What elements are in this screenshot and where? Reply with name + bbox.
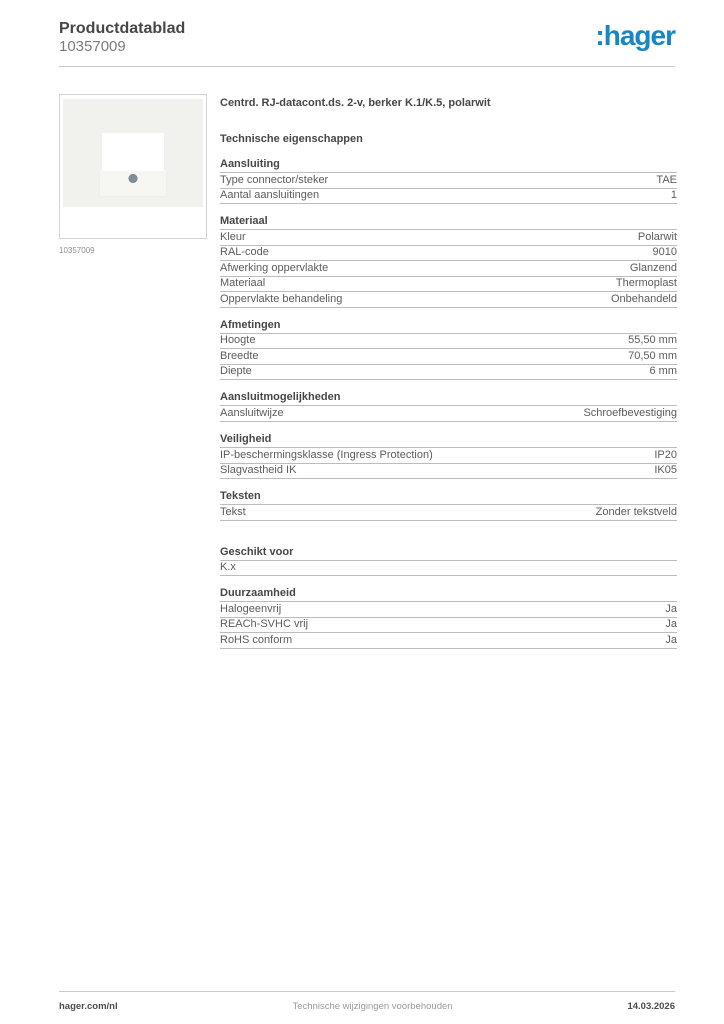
page-header [59,20,675,67]
spec-section [220,319,677,381]
section-title: Teksten [220,490,677,505]
spec-value: TAE [656,173,677,186]
spec-label: REACh-SVHC vrij [220,618,309,631]
spec-value: IK05 [654,464,677,477]
spec-row [220,246,677,262]
spec-label: Type connector/steker [220,173,329,186]
spec-value: 55,50 mm [628,334,677,347]
spec-section [220,433,677,479]
spec-row [220,277,677,293]
spec-label: IP-beschermingsklasse (Ingress Protection) [220,448,433,461]
product-number: 10357009 [59,38,126,56]
hager-logo: :hager [595,20,675,51]
footer-disclaimer: Technische wijzigingen voorbehouden [292,1001,453,1012]
section-rows [220,230,677,308]
section-rows [220,448,677,479]
spec-section [220,490,677,521]
main-content [59,94,677,660]
spec-label: Diepte [220,365,252,378]
spec-value: Ja [665,633,677,646]
spec-label: Breedte [220,349,259,362]
spec-value: Onbehandeld [610,292,677,305]
spec-value: Ja [665,602,677,615]
spec-sections [220,158,677,649]
document-title: Productdatablad [59,20,186,37]
footer-site-url: hager.com/nl [59,1001,118,1012]
section-rows [220,334,677,381]
spec-row [220,365,677,381]
section-title: Aansluiting [220,158,677,173]
product-image [59,94,207,239]
spec-section [220,587,677,649]
spec-label: Aansluitwijze [220,406,284,419]
spec-value: Polarwit [637,230,677,243]
section-rows [220,561,677,577]
section-title: Duurzaamheid [220,587,677,602]
section-title: Aansluitmogelijkheden [220,391,677,406]
spec-row [220,618,677,634]
spec-row [220,349,677,365]
spec-row [220,561,677,577]
product-image-column [59,94,207,255]
spec-label: Materiaal [220,277,266,290]
section-rows [220,173,677,204]
spec-value: Thermoplast [615,277,677,290]
spec-label: RoHS conform [220,633,293,646]
spec-row [220,464,677,480]
spec-label: Slagvastheid IK [220,464,297,477]
spec-value: 6 mm [649,365,677,378]
spec-value: Zonder tekstveld [595,505,677,518]
spec-section [220,215,677,308]
spec-row [220,189,677,205]
spec-label: K.x [220,561,236,574]
section-heading: Technische eigenschappen [220,133,363,145]
product-title: Centrd. RJ-datacont.ds. 2-v, berker K.1/K.5, polarwit [220,97,491,109]
spec-label: Halogeenvrij [220,602,282,615]
faceplate-drawing [63,99,203,207]
spec-value: 1 [670,189,677,202]
spec-row [220,406,677,422]
spec-value: Schroefbevestiging [583,406,677,419]
spec-value: 9010 [652,246,677,259]
spec-row [220,633,677,649]
spec-label: Oppervlakte behandeling [220,292,343,305]
section-title: Afmetingen [220,319,677,334]
spec-row [220,448,677,464]
section-rows [220,406,677,422]
spec-column [220,94,677,660]
spec-row [220,173,677,189]
spec-value: Ja [665,618,677,631]
spec-label: Afwerking oppervlakte [220,261,329,274]
section-rows [220,505,677,521]
spec-row [220,505,677,521]
spec-section [220,391,677,422]
spec-row [220,602,677,618]
image-caption: 10357009 [59,246,95,255]
page-footer [59,991,675,1012]
spec-label: Kleur [220,230,246,243]
section-title: Veiligheid [220,433,677,448]
spec-value: Glanzend [629,261,677,274]
footer-date: 14.03.2026 [627,1001,675,1012]
faceplate-cutout [102,133,164,171]
spec-label: RAL-code [220,246,269,259]
spec-row [220,292,677,308]
spec-value: IP20 [654,448,677,461]
spec-section [220,158,677,204]
header-titles [59,20,185,56]
spec-label: Hoogte [220,334,256,347]
spec-row [220,261,677,277]
spec-row [220,230,677,246]
spec-row [220,334,677,350]
section-title: Geschikt voor [220,546,677,561]
spec-label: Tekst [220,505,246,518]
section-rows [220,602,677,649]
spec-label: Aantal aansluitingen [220,189,320,202]
spec-section [220,546,677,577]
screw-icon [129,174,138,183]
section-title: Materiaal [220,215,677,230]
spec-value: 70,50 mm [628,349,677,362]
